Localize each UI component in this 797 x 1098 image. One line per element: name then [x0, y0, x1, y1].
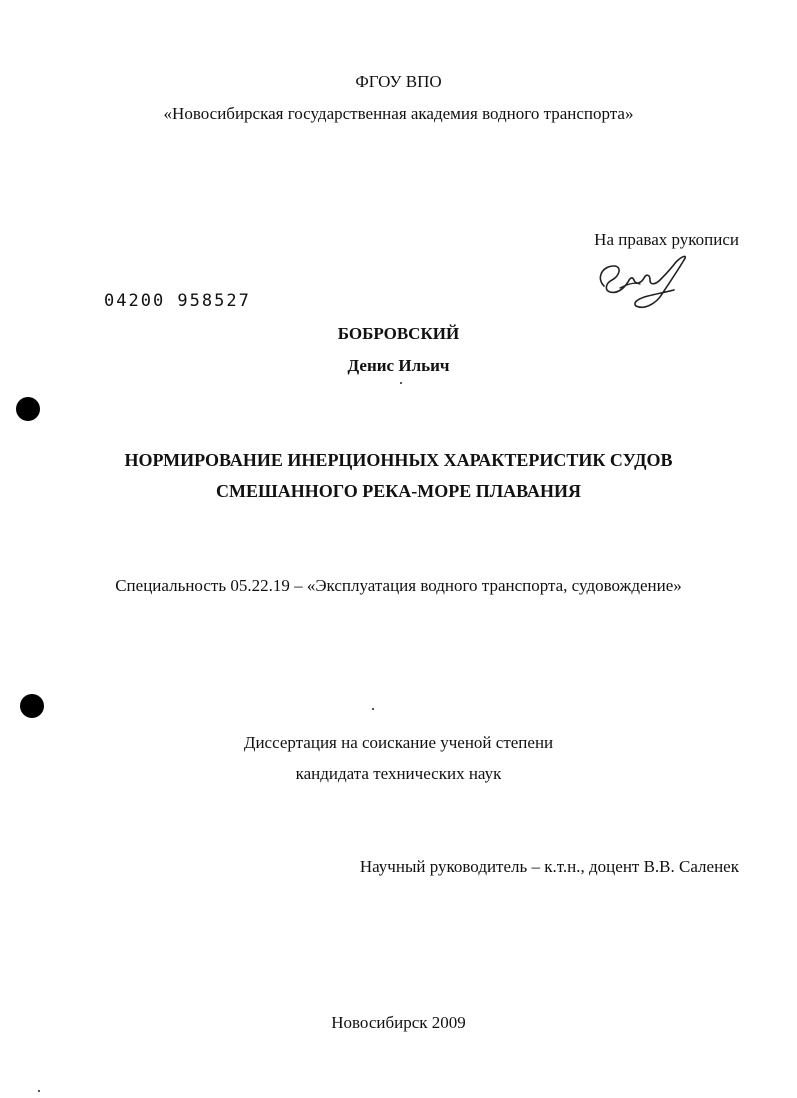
binding-hole-mark-top	[16, 397, 40, 421]
signature	[590, 252, 698, 314]
manuscript-rights-note: На правах рукописи	[594, 230, 739, 249]
signature-stroke	[600, 256, 685, 307]
registration-number: 04200 958527	[104, 291, 251, 311]
thesis-title-line-2: СМЕШАННОГО РЕКА-МОРЕ ПЛАВАНИЯ	[215, 481, 582, 501]
city-year: Новосибирск 2009	[331, 1013, 466, 1032]
academy-name: «Новосибирская государственная академия водного транспорта»	[163, 104, 634, 123]
signature-flourish	[620, 283, 640, 288]
scan-speck	[38, 1090, 40, 1092]
organization-heading: ФГОУ ВПО	[355, 72, 442, 91]
binding-hole-mark-bottom	[20, 694, 44, 718]
author-name: Денис Ильич	[347, 356, 450, 375]
scan-speck	[372, 708, 374, 710]
scan-speck	[400, 382, 402, 384]
degree-line-2: кандидата технических наук	[295, 764, 502, 783]
author-surname: БОБРОВСКИЙ	[337, 324, 460, 343]
supervisor-line: Научный руководитель – к.т.н., доцент В.В. Саленек	[359, 857, 739, 876]
degree-line-1: Диссертация на соискание ученой степени	[243, 733, 554, 752]
specialty-line: Специальность 05.22.19 – «Эксплуатация водного транспорта, судовождение»	[115, 576, 682, 595]
thesis-title-line-1: НОРМИРОВАНИЕ ИНЕРЦИОННЫХ ХАРАКТЕРИСТИК СУДОВ	[124, 450, 673, 470]
